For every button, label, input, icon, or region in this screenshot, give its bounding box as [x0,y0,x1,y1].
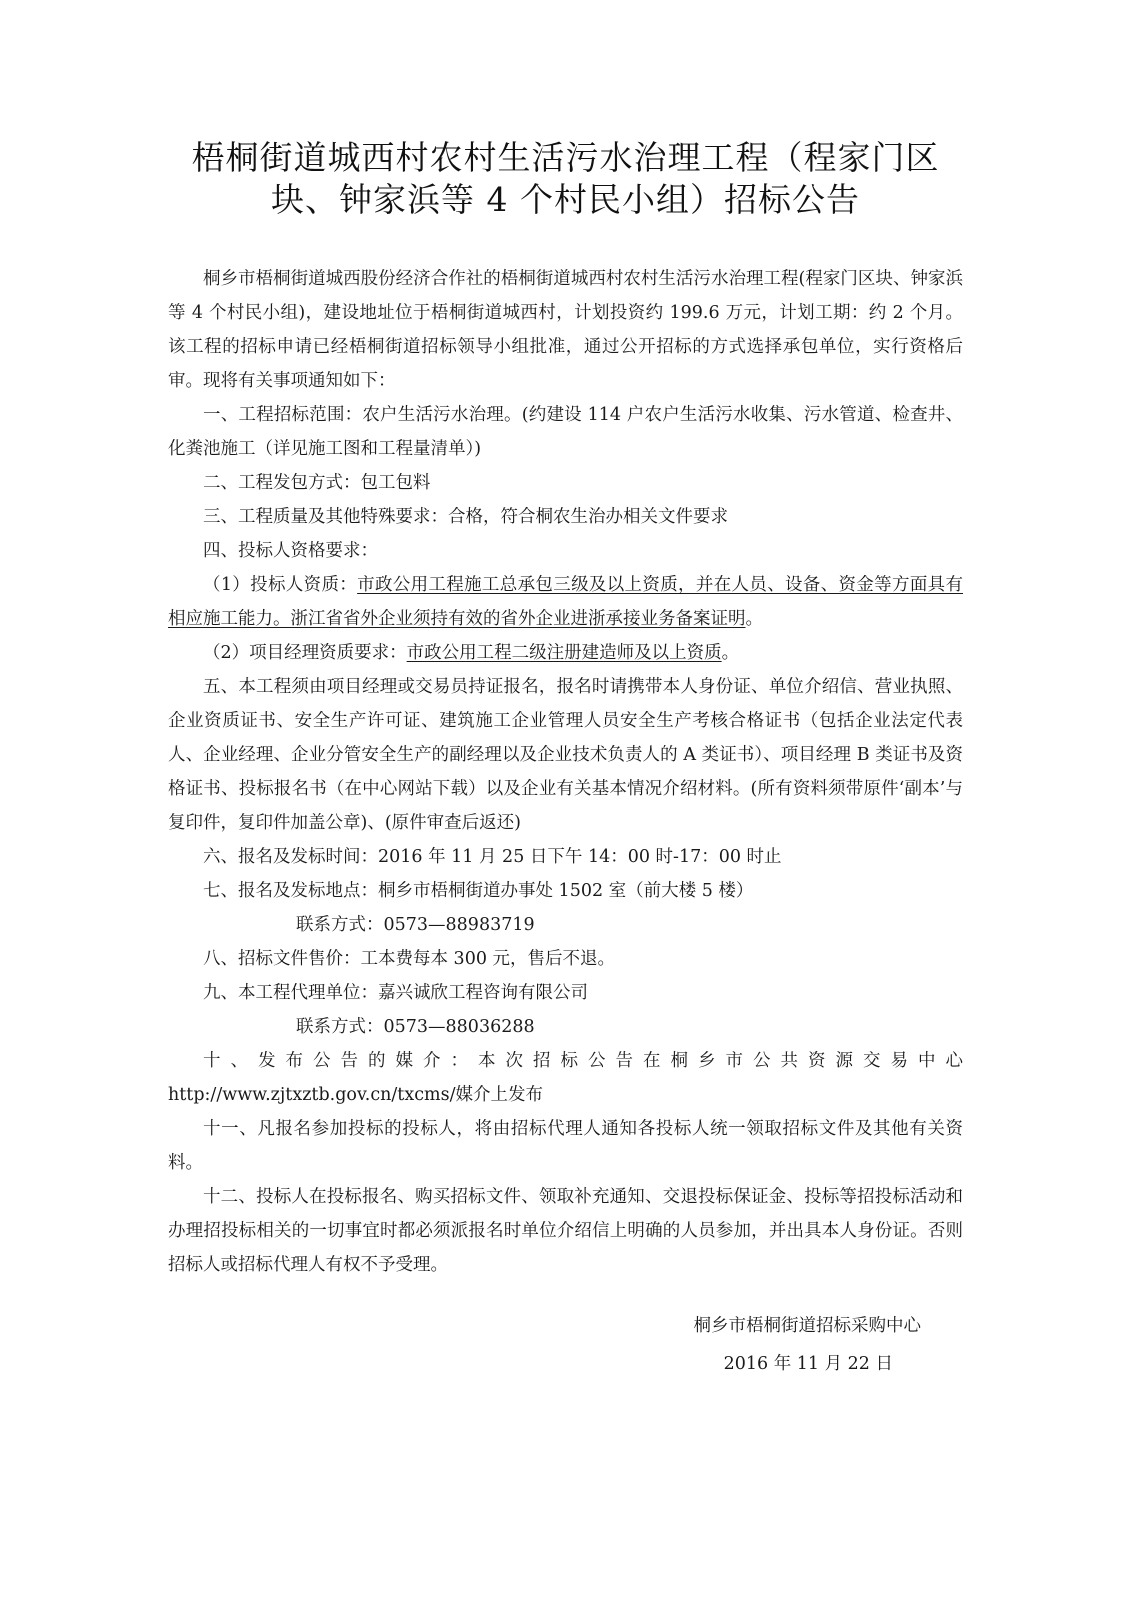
item-1: 一、工程招标范围：农户生活污水治理。(约建设 114 户农户生活污水收集、污水管道、检查井、化粪池施工（详见施工图和工程量清单）) [168,405,963,459]
item-3: 三、工程质量及其他特殊要求：合格，符合桐农生治办相关文件要求 [203,507,728,527]
item-6: 六、报名及发标时间：2016 年 11 月 25 日下午 14：00 时-17：00 时止 [203,847,782,867]
notice-body [168,262,963,1282]
item-4-1-prefix: （1）投标人资质： [203,575,358,595]
item-4-1 [168,568,963,636]
intro-paragraph: 桐乡市梧桐街道城西股份经济合作社的梧桐街道城西村农村生活污水治理工程(程家门区块、钟家浜等 4 个村民小组)，建设地址位于梧桐街道城西村，计划投资约 199.6 万元，计划工期：约 2 个月。该工程的招标申请已经梧桐街道招标领导小组批准，通过公开招标的方式选择承包单位，实行资格后审。现将有关事项通知如下： [168,269,963,391]
title-line-1: 梧桐街道城西村农村生活污水治理工程（程家门区 [191,138,940,177]
item-4-2 [168,636,963,670]
item-11: 十一、凡报名参加投标的投标人，将由招标代理人通知各投标人统一领取招标文件及其他有关资料。 [168,1119,963,1173]
item-10-line-1: 十、发布公告的媒介：本次招标公告在桐乡市公共资源交易中心 [203,1051,963,1071]
item-4-1-requirement: 市政公用工程施工总承包三级及以上资质，并在人员、设备、资金等方面具有相应施工能力。浙江省省外企业须持有效的省外企业进浙承接业务备案证明 [168,575,963,629]
item-7-contact: 联系方式：0573—88983719 [296,915,535,935]
item-4-1-suffix: 。 [745,609,763,629]
item-4-2-suffix: 。 [721,643,740,663]
item-8: 八、招标文件售价：工本费每本 300 元，售后不退。 [203,949,616,969]
item-4: 四、投标人资格要求： [203,541,378,561]
item-5: 五、本工程须由项目经理或交易员持证报名，报名时请携带本人身份证、单位介绍信、营业执照、企业资质证书、安全生产许可证、建筑施工企业管理人员安全生产考核合格证书（包括企业法定代表人、企业经理、企业分管安全生产的副经理以及企业技术负责人的 A 类证书）、项目经理 B 类证书及资格证书、投标报名书（在中心网站下载）以及企业有关基本情况介绍材料。(所有资料须带原件‘副本’与复印件，复印件加盖公章)、(原件审查后返还) [168,677,963,833]
item-9: 九、本工程代理单位：嘉兴诚欣工程咨询有限公司 [203,983,588,1003]
item-9-contact: 联系方式：0573—88036288 [296,1017,535,1037]
item-4-2-requirement: 市政公用工程二级注册建造师及以上资质 [406,643,722,663]
item-12: 十二、投标人在投标报名、购买招标文件、领取补充通知、交退投标保证金、投标等招投标活动和办理招投标相关的一切事宜时都必须派报名时单位介绍信上明确的人员参加，并出具本人身份证。否则招标人或招标代理人有权不予受理。 [168,1187,963,1275]
item-7: 七、报名及发标地点：桐乡市梧桐街道办事处 1502 室（前大楼 5 楼） [203,881,754,901]
item-2: 二、工程发包方式：包工包料 [203,473,431,493]
signature-organization: 桐乡市梧桐街道招标采购中心 [693,1316,921,1336]
signature-date: 2016 年 11 月 22 日 [723,1354,893,1374]
item-10-line-2: http://www.zjtxztb.gov.cn/txcms/媒介上发布 [168,1085,543,1105]
title-line-2: 块、钟家浜等 4 个村民小组）招标公告 [271,180,860,219]
item-4-2-prefix: （2）项目经理资质要求： [203,643,407,663]
